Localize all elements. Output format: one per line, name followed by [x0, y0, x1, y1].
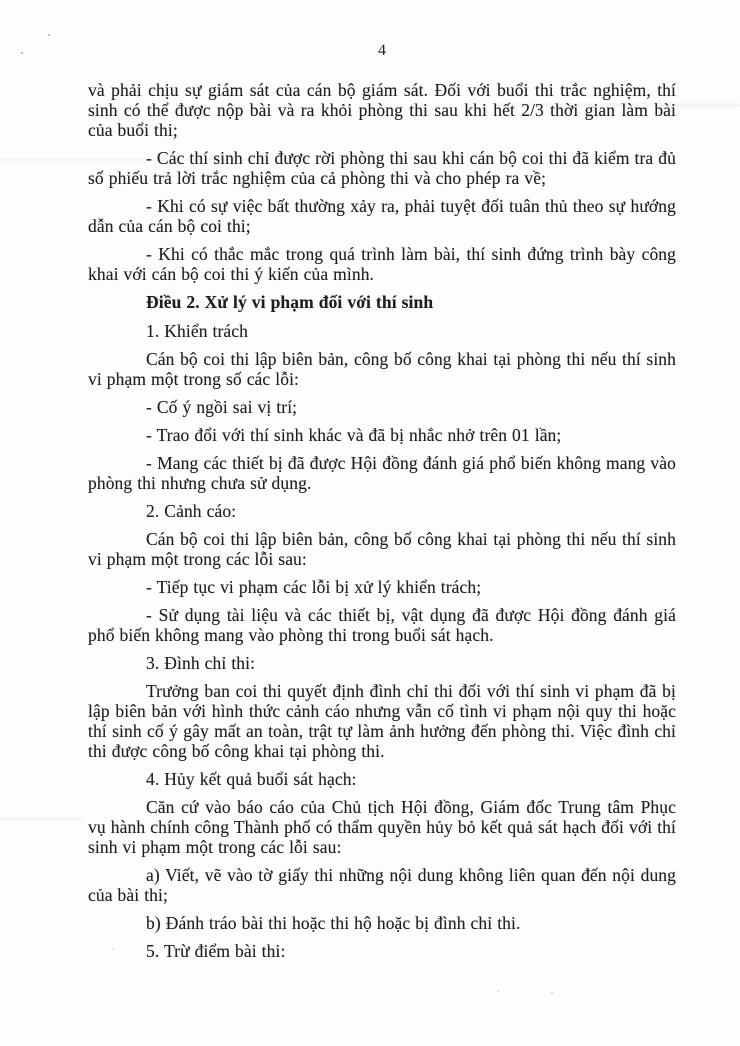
paragraph: - Các thí sinh chỉ được rời phòng thi sau khi cán bộ coi thi đã kiểm tra đủ số phiếu trả lời trắc nghiệm của cả phòng thi và cho phép ra về;	[88, 148, 676, 188]
paragraph: Trưởng ban coi thi quyết định đình chỉ thi đối với thí sinh vi phạm đã bị lập biên bản với hình thức cảnh cáo nhưng vẫn cố tình vi phạm nội quy thi hoặc thí sinh cố ý gây mất an toàn, trật tự làm ảnh hưởng đến phòng thi. Việc đình chỉ thi được công bố công khai tại phòng thi.	[88, 681, 676, 761]
paragraph: 4. Hủy kết quả buổi sát hạch:	[146, 769, 357, 789]
paragraph: 3. Đình chỉ thi:	[146, 653, 256, 673]
scan-speckle	[497, 990, 499, 992]
paragraph: 5. Trừ điểm bài thi:	[146, 941, 286, 961]
paragraph: - Sử dụng tài liệu và các thiết bị, vật dụng đã được Hội đồng đánh giá phổ biến không mang vào phòng thi trong buổi sát hạch.	[88, 605, 676, 645]
paragraph: a) Viết, vẽ vào tờ giấy thi những nội dung không liên quan đến nội dung của bài thi;	[88, 865, 676, 905]
paragraph: 2. Cảnh cáo:	[146, 501, 237, 521]
paragraph: 1. Khiển trách	[146, 321, 249, 341]
scan-speckle	[21, 52, 23, 54]
document-body	[88, 80, 676, 969]
paragraph: - Tiếp tục vi phạm các lỗi bị xử lý khiển trách;	[146, 577, 482, 597]
paragraph: - Khi có sự việc bất thường xảy ra, phải tuyệt đối tuân thủ theo sự hướng dẫn của cán bộ coi thi;	[88, 196, 676, 236]
paragraph: - Khi có thắc mắc trong quá trình làm bài, thí sinh đứng trình bày công khai với cán bộ coi thi ý kiến của mình.	[88, 244, 676, 284]
page-number: 4	[378, 42, 386, 59]
paragraph: - Trao đổi với thí sinh khác và đã bị nhắc nhở trên 01 lần;	[146, 425, 562, 445]
scan-streak	[0, 817, 84, 821]
section-heading: Điều 2. Xử lý vi phạm đối với thí sinh	[146, 292, 434, 312]
paragraph: - Cố ý ngồi sai vị trí;	[146, 397, 298, 417]
paragraph: b) Đánh tráo bài thi hoặc thi hộ hoặc bị đình chỉ thi.	[146, 913, 521, 933]
paragraph: Cán bộ coi thi lập biên bản, công bố công khai tại phòng thi nếu thí sinh vi phạm một trong các lỗi sau:	[88, 529, 676, 569]
paragraph: và phải chịu sự giám sát của cán bộ giám sát. Đối với buổi thi trắc nghiệm, thí sinh có thể được nộp bài và ra khỏi phòng thi sau khi hết 2/3 thời gian làm bài của buổi thi;	[88, 80, 676, 140]
paragraph: Căn cứ vào báo cáo của Chủ tịch Hội đồng, Giám đốc Trung tâm Phục vụ hành chính công Thành phố có thẩm quyền hủy bỏ kết quả sát hạch đối với thí sinh vi phạm một trong các lỗi sau:	[88, 797, 676, 857]
scan-speckle	[48, 34, 50, 36]
paragraph: - Mang các thiết bị đã được Hội đồng đánh giá phổ biến không mang vào phòng thi nhưng chưa sử dụng.	[88, 453, 676, 493]
scan-speckle	[551, 992, 553, 994]
paragraph: Cán bộ coi thi lập biên bản, công bố công khai tại phòng thi nếu thí sinh vi phạm một trong số các lỗi:	[88, 349, 676, 389]
